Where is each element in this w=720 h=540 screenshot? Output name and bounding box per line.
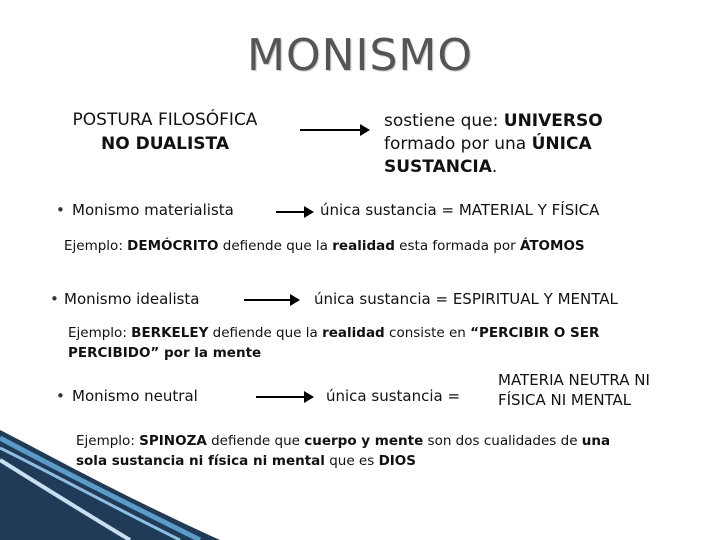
bullet-icon: • bbox=[56, 387, 65, 405]
posture-label bbox=[40, 110, 290, 154]
example-quote-2: PERCIBIDO” por la mente bbox=[68, 345, 262, 361]
neutral-result-right bbox=[498, 370, 650, 410]
example-prefix: Ejemplo: bbox=[76, 433, 140, 449]
example-one: una bbox=[581, 433, 611, 449]
example-reality: realidad bbox=[332, 238, 395, 254]
bullet-icon: • bbox=[56, 201, 65, 219]
example-philosopher: DEMÓCRITO bbox=[127, 238, 219, 254]
idealist-example bbox=[68, 323, 599, 363]
arrow-icon bbox=[244, 299, 298, 301]
example-prefix: Ejemplo: bbox=[64, 238, 128, 254]
materialist-result: única sustancia = MATERIAL Y FÍSICA bbox=[320, 201, 600, 219]
example-single-substance: sola sustancia ni física ni mental bbox=[76, 453, 325, 469]
idealist-result: única sustancia = ESPIRITUAL Y MENTAL bbox=[314, 290, 618, 308]
posture-line-1: POSTURA FILOSÓFICA bbox=[72, 110, 258, 130]
arrow-icon bbox=[300, 129, 368, 131]
example-text: son dos cualidades de bbox=[423, 433, 582, 449]
definition-line-1: sostiene que: bbox=[384, 111, 504, 131]
arrow-icon bbox=[276, 211, 312, 213]
definition-line-2: formado por una bbox=[384, 134, 532, 154]
example-quote-1: “PERCIBIR O SER bbox=[470, 325, 600, 341]
example-philosopher: SPINOZA bbox=[139, 433, 207, 449]
unique-term: ÚNICA bbox=[531, 134, 592, 154]
definition-text bbox=[384, 110, 603, 179]
example-philosopher: BERKELEY bbox=[131, 325, 209, 341]
decorative-swoosh bbox=[0, 430, 720, 540]
example-text: consiste en bbox=[384, 325, 471, 341]
arrow-icon bbox=[256, 396, 312, 398]
neutral-result-line-1: MATERIA NEUTRA NI bbox=[498, 371, 650, 389]
example-text: esta formada por bbox=[394, 238, 520, 254]
example-text: defiende que la bbox=[218, 238, 333, 254]
example-text: defiende que la bbox=[208, 325, 323, 341]
definition-period: . bbox=[491, 157, 498, 177]
posture-line-2: NO DUALISTA bbox=[101, 134, 229, 154]
example-reality: realidad bbox=[322, 325, 385, 341]
materialist-label: Monismo materialista bbox=[72, 201, 234, 219]
example-body-mind: cuerpo y mente bbox=[304, 433, 424, 449]
universe-term: UNIVERSO bbox=[503, 111, 603, 131]
idealist-label: Monismo idealista bbox=[64, 290, 200, 308]
example-prefix: Ejemplo: bbox=[68, 325, 132, 341]
neutral-label: Monismo neutral bbox=[72, 387, 198, 405]
example-text: que es bbox=[324, 453, 379, 469]
materialist-example bbox=[64, 238, 585, 254]
example-atoms: ÁTOMOS bbox=[519, 238, 585, 254]
example-text: defiende que bbox=[206, 433, 305, 449]
example-god: DIOS bbox=[378, 453, 417, 469]
page-title: MONISMO bbox=[246, 30, 473, 81]
neutral-result-line-2: FÍSICA NI MENTAL bbox=[498, 391, 632, 409]
bullet-icon: • bbox=[50, 290, 59, 308]
substance-term: SUSTANCIA bbox=[384, 157, 492, 177]
neutral-result-left: única sustancia = bbox=[326, 387, 461, 405]
